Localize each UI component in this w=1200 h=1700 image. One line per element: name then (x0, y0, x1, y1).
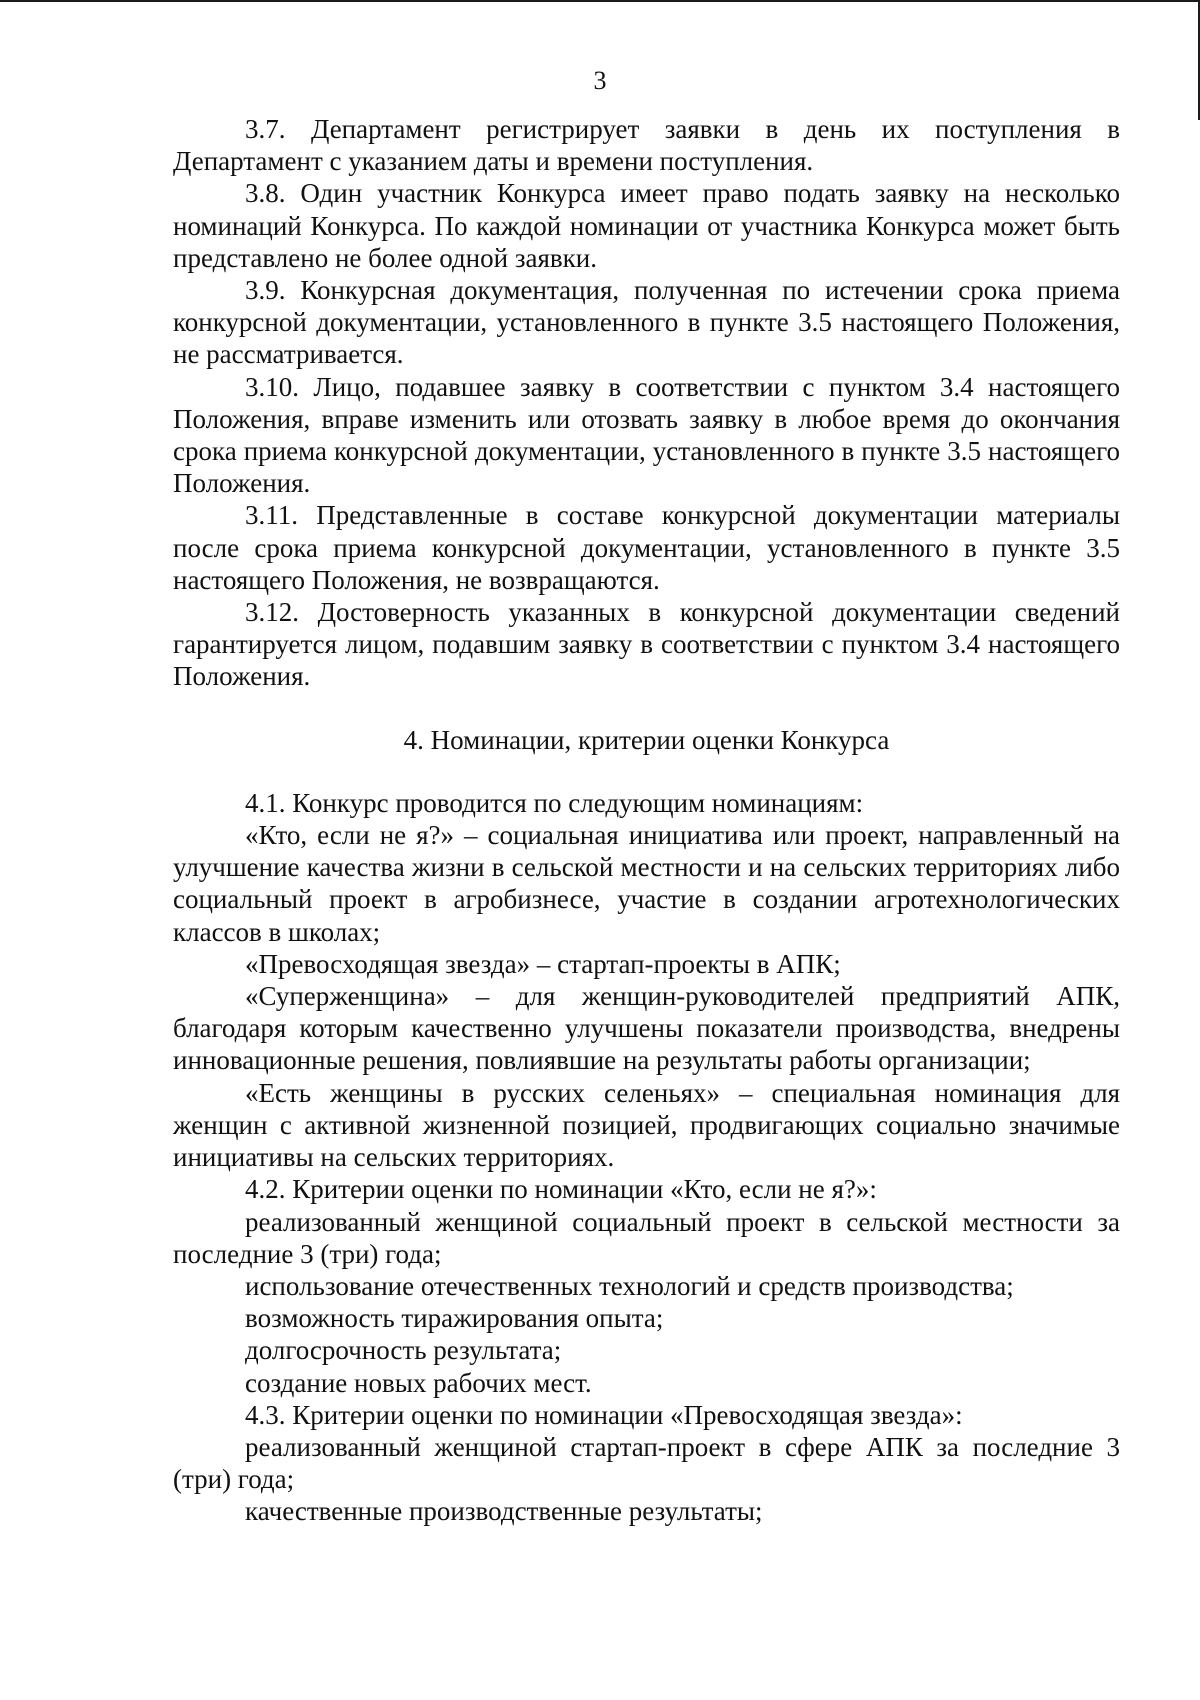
paragraph-3-7: 3.7. Департамент регистрирует заявки в день их поступления в Департамент с указанием даты и времени поступления. (173, 114, 1120, 177)
paragraph-4-1: 4.1. Конкурс проводится по следующим номинациям: (245, 787, 864, 818)
criterion-item: создание новых рабочих мест. (245, 1367, 592, 1398)
paragraph-4-3: 4.3. Критерии оценки по номинации «Превосходящая звезда»: (245, 1399, 963, 1430)
paragraph-3-9: 3.9. Конкурсная документация, полученная по истечении срока приема конкурсной документации, установленного в пункте 3.5 настоящего Положения, не рассматривается. (173, 275, 1120, 370)
paragraph-4-2: 4.2. Критерии оценки по номинации «Кто, если не я?»: (245, 1174, 877, 1205)
scan-border-top (0, 0, 1200, 2)
criterion-item: использование отечественных технологий и средств производства; (245, 1270, 1014, 1301)
criterion-item: качественные производственные результаты; (245, 1496, 763, 1527)
criterion-item: возможность тиражирования опыта; (245, 1303, 664, 1334)
paragraph-3-10: 3.10. Лицо, подавшее заявку в соответствии с пунктом 3.4 настоящего Положения, вправе изменить или отозвать заявку в любое время до окончания срока приема конкурсной документации, установленного в пункте 3.5 настоящего Положения. (173, 371, 1120, 499)
page-number: 3 (593, 66, 607, 95)
nomination-kto-esli-ne-ya: «Кто, если не я?» – социальная инициатива или проект, направленный на улучшение качества жизни в сельской местности и на сельских территориях либо социальный проект в агробизнесе, участие в создании агротехнологических классов в школах; (173, 820, 1120, 947)
section-4-heading: 4. Номинации, критерии оценки Конкурса (403, 724, 890, 755)
document-body (173, 113, 1120, 1528)
paragraph-3-8: 3.8. Один участник Конкурса имеет право подать заявку на несколько номинаций Конкурса. По каждой номинации от участника Конкурса может быть представлено не более одной заявки. (173, 178, 1120, 273)
criterion-item: реализованный женщиной стартап-проект в сфере АПК за последние 3 (три) года; (173, 1431, 1120, 1495)
nomination-est-zhenshchiny: «Есть женщины в русских селеньях» – специальная номинация для женщин с активной жизненной позицией, продвигающих социально значимые инициативы на сельских территориях. (173, 1077, 1120, 1173)
criterion-item: реализованный женщиной социальный проект в сельской местности за последние 3 (три) года; (173, 1206, 1120, 1269)
paragraph-3-11: 3.11. Представленные в составе конкурсной документации материалы после срока приема конкурсной документации, установленного в пункте 3.5 настоящего Положения, не возвращаются. (173, 500, 1120, 595)
paragraph-3-12: 3.12. Достоверность указанных в конкурсной документации сведений гарантируется лицом, подавшим заявку в соответствии с пунктом 3.4 настоящего Положения. (173, 597, 1120, 692)
nomination-prevoskhodyashchaya-zvezda: «Превосходящая звезда» – стартап-проекты в АПК; (245, 948, 841, 979)
nomination-superzhenshchina: «Суперженщина» – для женщин-руководителей предприятий АПК, благодаря которым качественно улучшены показатели производства, внедрены инновационные решения, повлиявшие на результаты работы организации; (173, 981, 1120, 1076)
criterion-item: долгосрочность результата; (245, 1335, 562, 1366)
